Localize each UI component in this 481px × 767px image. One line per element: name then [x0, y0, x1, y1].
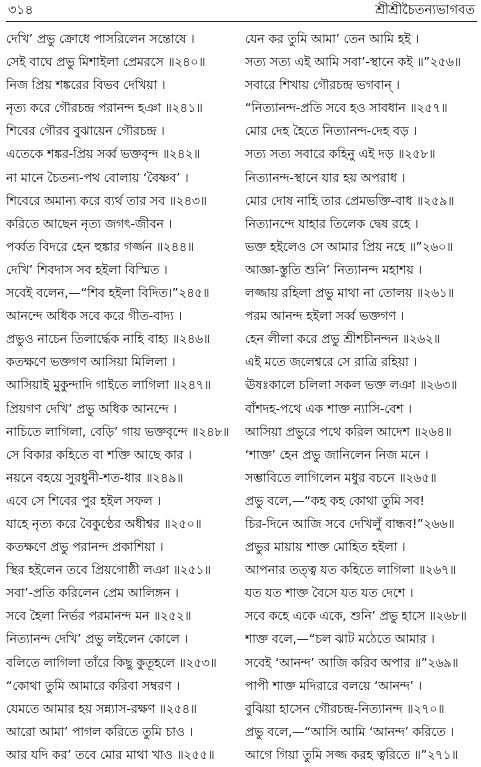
verse-line: বাঁশদহ-পথে এক শাক্ত ন্যাসি-বেশ ।	[245, 401, 412, 416]
verse-line: প্রভুও নাচেন তিলার্দ্ধেক নাহি বাহ্য ॥২৪৬॥	[6, 332, 210, 347]
verse-line: পরম আনন্দ হইলা সর্ব্ব ভক্তগণ ।	[245, 309, 405, 324]
verse-line: নৃত্য করে গৌরচন্দ্র পরানন্দ হঞা ॥২৪১॥	[6, 101, 203, 116]
verse-line: করিতে আছেন নৃত্য জগৎ-জীবন ।	[6, 216, 173, 231]
verse-line: বুঝিয়া হাসেন গৌরচন্দ্র-নিত্যানন্দ ॥২৭০॥	[245, 701, 445, 716]
verse-line: ঊষঃকালে চলিলা সকল ভক্ত লঞা ॥২৬৩॥	[245, 378, 458, 393]
verse-line: আজ্ঞা-স্তুতি শুনি’ নিত্যানন্দ মহাশয় ।	[245, 262, 422, 277]
verse-line: কতক্ষণে প্রভু পরানন্দ প্রকাশিয়া ।	[6, 540, 164, 555]
left-column	[6, 28, 238, 767]
verse-line: সত্য সত্য সবারে কহিনু এই দড় ॥২৫৮॥	[245, 147, 436, 162]
verse-line: এতেকে শঙ্কর-প্রিয় সর্ব্ব ভক্তবৃন্দ ॥২৪২॥	[6, 147, 201, 162]
right-column	[245, 28, 477, 767]
verse-line: নয়নে বহয়ে সুরধুনী-শত-ধার ॥২৪৯॥	[6, 470, 184, 485]
verse-line: ভক্ত হইলেও সে আমার প্রিয় নহে ॥”২৬০॥	[245, 239, 454, 254]
verse-line: শাক্ত বলে,—“চল ঝাট মঠেতে আমার ।	[245, 632, 435, 647]
verse-line: “কোথা তুমি আমারে করিবা সম্বরণ ।	[6, 678, 180, 693]
verse-line: নিত্যানন্দ দেখি’ প্রভু লইলেন কোলে ।	[6, 632, 188, 647]
verse-line: মোর দোষ নাহি তার প্রেমভক্তি-বাধ ॥২৫৯॥	[245, 193, 455, 208]
verse-line: আসিয়া প্রভুরে পথে করিল আদেশ ॥২৬৪॥	[245, 424, 452, 439]
verse-line: সত্য সত্য এই আমি সবা’-স্থানে কই ॥”২৫৬॥	[245, 55, 461, 70]
verse-line: শিবের গৌরব বুঝায়েন গৌরচন্দ্র ।	[6, 124, 165, 139]
verse-line: বলিতে লাগিলা তাঁরে কিছু কুতূহলে ॥২৫৩॥	[6, 655, 217, 670]
verse-line: নিত্যানন্দ-স্থানে যার হয় অপরাধ ।	[245, 170, 406, 185]
verse-line: নিত্যানন্দে যাহার তিলেক দ্বেষ রহে ।	[245, 216, 419, 231]
verse-line: আর যদি কর’ তবে মোর মাথা খাও ॥২৫৫॥	[6, 747, 215, 762]
verse-line: যেন কর তুমি আমা’ তেন আমি হই ।	[245, 32, 419, 46]
verse-line: স্থির হইলেন তবে প্রিয়গোষ্ঠী লঞা ॥২৫১॥	[6, 563, 211, 578]
verse-line: নিজ প্রিয় শঙ্করের বিভব দেখিয়া ।	[6, 78, 166, 93]
page-number: ৩১৪	[8, 3, 34, 18]
verse-line: প্রভু বলে,—“আসি আমি ‘আনন্দ’ করিতে ।	[245, 724, 454, 739]
verse-line: মোর দেহ হৈতে নিত্যানন্দ-দেহ বড় ।	[245, 124, 417, 139]
verse-line: প্রভুর মায়ায় শাক্ত মোহিত হইলা ।	[245, 540, 406, 555]
verse-line: দেখি’ শিবদাস সব হইলা বিস্মিত ।	[6, 262, 168, 277]
verse-line: এই মতে জলেশ্বরে সে রাত্রি রহিয়া ।	[245, 355, 417, 370]
verse-line: আনন্দে অধিক সবে করে গীত-বাদ্য ।	[6, 309, 182, 324]
verse-line: প্রিয়গণ দেখি’ প্রভু অধিক আনন্দে ।	[6, 401, 177, 416]
verse-line: আসিয়াই মুকুন্দাদি গাইতে লাগিলা ॥২৪৭॥	[6, 378, 211, 393]
verse-line: আরো আমা’ পাগল করিতে তুমি চাও ।	[6, 724, 194, 739]
verse-line: আগে গিয়া তুমি সজ্জ করহ ত্বরিতে ॥”২৭১॥	[245, 747, 459, 762]
verse-line: আপনার তত্ত্ব যত কহিতে লাগিলা ॥২৬৭॥	[245, 563, 457, 578]
verse-line: সবারে শিখায় গৌরচন্দ্র ভগবান্ ।	[245, 78, 400, 93]
verse-line: সবেই বলেন,—“শিব হইলা বিদিত।”২৪৫॥	[6, 286, 210, 301]
verse-line: এবে সে শিবের পুর হইল সফল ।	[6, 493, 161, 508]
verse-line: সবে হৈলা নির্ভর পরমানন্দ মন ॥২৫২॥	[6, 609, 192, 624]
verse-line: হেন লীলা করে প্রভু শ্রীশচীনন্দন ॥২৬২॥	[245, 332, 441, 347]
verse-line: দেখি’ প্রভু ক্রোধে পাসরিলেন সন্তোষে ।	[6, 32, 195, 46]
verse-line: সবেই ‘আনন্দ’ আজি করিব অপার ॥”২৬৯॥	[245, 655, 459, 670]
verse-line: লজ্জায় রহিলা প্রভু মাথা না তোলয় ॥২৬১॥	[245, 286, 455, 301]
verse-line: যত যত শাক্ত বৈসে যত যত দেশে ।	[245, 586, 414, 601]
verse-line: শিবেরে অমান্য করে ব্যর্থ তার সব ॥২৪৩॥	[6, 193, 207, 208]
verse-line: সম্ভাবিতে লাগিলেন মধুর বচনে ॥২৬৫॥	[245, 470, 437, 485]
verse-line: নাচিতে লাগিলা, বেড়ি’ গায় ভক্তবৃন্দে ॥২৪৮॥	[6, 424, 230, 439]
verse-line: যেমতে আমার হয় সন্ন্যাস-রক্ষণ ॥২৫৪॥	[6, 701, 197, 716]
page-header	[6, 0, 477, 22]
verse-line: না মানে চৈতন্য-পথ বোলায় ‘বৈষ্ণব’ ।	[6, 170, 189, 185]
verse-line: সবে কহে একে একে, শুনি’ প্রভু হাসে ॥২৬৮॥	[245, 609, 467, 624]
verse-line: সেই বাঘে প্রভু মিশাইলা প্রেমরসে ॥২৪০॥	[6, 55, 206, 70]
verse-line: পাপী শাক্ত মদিরারে বলয়ে ‘আনন্দ’ ।	[245, 678, 422, 693]
verse-line: চির-দিনে আজি সবে দেখিলুঁ বান্ধব!”২৬৬॥	[245, 516, 455, 531]
verse-line: প্রভু বলে,—“কহ কহ কোথা তুমি সব!	[245, 493, 425, 508]
verse-line: সে বিকার কহিতে বা শক্তি আছে কার ।	[6, 447, 192, 462]
verse-line: কতক্ষণে ভক্তগণ আসিয়া মিলিলা ।	[6, 355, 176, 370]
verse-line: ‘শাক্ত’ হেন প্রভু জানিলেন নিজ মনে ।	[245, 447, 429, 462]
verse-line: “নিত্যানন্দ-প্রতি সবে হও সাবধান ॥২৫৭॥	[245, 101, 448, 116]
verse-line: সবা’-প্রতি করিলেন প্রেম আলিঙ্গন ।	[6, 586, 179, 601]
verse-line: যাহে নৃত্য করে বৈকুণ্ঠের অধীশ্বর ॥২৫০॥	[6, 516, 202, 531]
running-title: শ্রীশ্রীচৈতন্যভাগবত	[375, 3, 475, 18]
text-columns	[6, 28, 477, 767]
verse-line: পর্ব্বত বিদরে হেন হুঙ্কার গর্জ্জন ॥২৪৪॥	[6, 239, 194, 254]
